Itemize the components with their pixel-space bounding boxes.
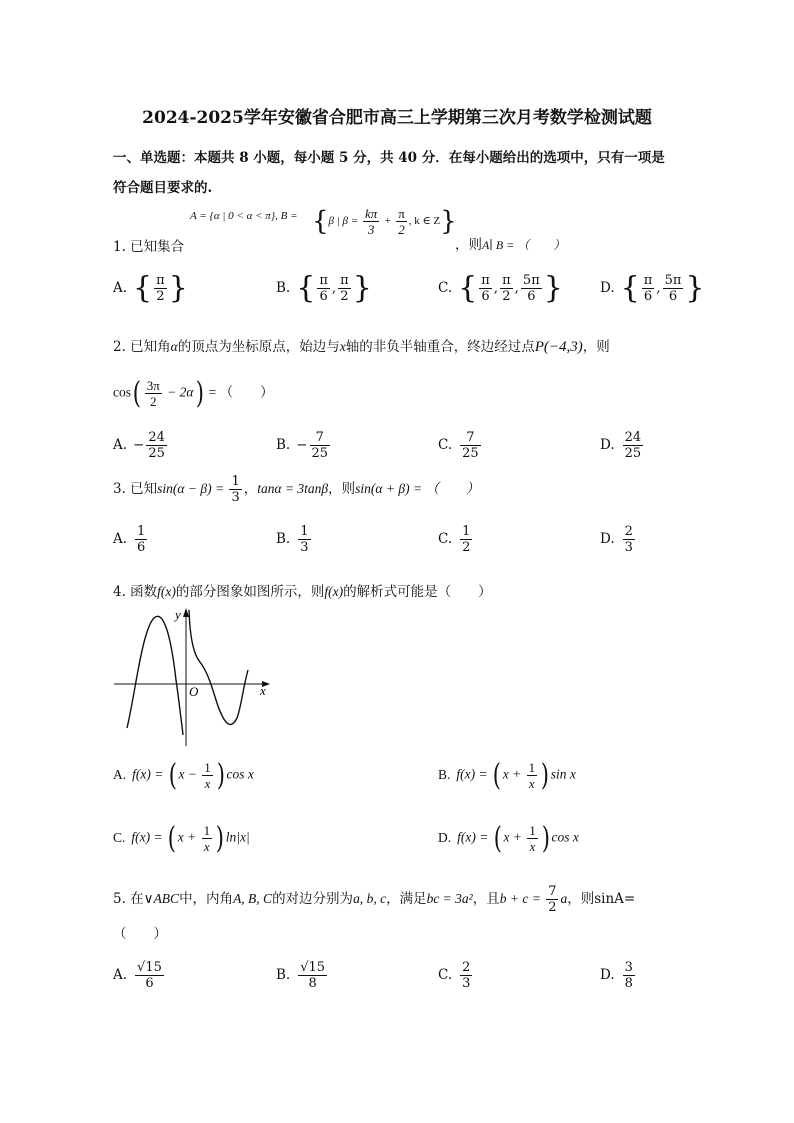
q4-option-c[interactable]: C. f(x) = ( x + $\frac{1}{x}$ ) ln|x| — [113, 820, 250, 856]
axis-label-x: x — [260, 683, 266, 698]
q3-option-c[interactable]: C. $\frac{1}{2}$ — [438, 524, 471, 555]
q1-stem-prefix: 1. 已知集合 — [113, 239, 185, 255]
q3-option-a[interactable]: A. $\frac{1}{6}$ — [113, 524, 146, 555]
q4-stem: 4. 函数f(x)的部分图象如图所示，则f(x)的解析式可能是（ ） — [113, 584, 492, 600]
q1-stem-suffix: ，则A∣ B = （ ） — [455, 237, 566, 253]
curve-left — [127, 616, 183, 735]
q1-frac-pi2: $\frac{\pi}{2}$ — [398, 206, 405, 237]
q5-stem: 5. 在∨ABC中，内角A, B, C的对边分别为a, b, c，满足bc = 3a²，且b + c = $\frac{7}{2}$ a，则sinA= — [113, 884, 636, 915]
q5-option-c[interactable]: C. $\frac{2}{3}$ — [438, 960, 471, 991]
origin-label: O — [189, 684, 199, 699]
q5-option-d[interactable]: D. $\frac{3}{8}$ — [600, 960, 633, 991]
q1-option-d[interactable]: D. { $\frac{\pi}{6}$ , $\frac{5\pi}{6}$ } — [600, 270, 705, 306]
q2-option-c[interactable]: C. $\frac{7}{25}$ — [438, 430, 479, 461]
page-title: 2024-2025学年安徽省合肥市高三上学期第三次月考数学检测试题 — [142, 108, 652, 128]
q5-option-b[interactable]: B. $\frac{√15}{8}$ — [276, 960, 326, 991]
q1-frac-kpi: $\frac{k\pi}{3}$ — [364, 206, 378, 237]
q1-option-c[interactable]: C. { $\frac{\pi}{6}$ , $\frac{\pi}{2}$ , $\frac{5\pi}{6}$ } — [438, 270, 563, 306]
q1-option-b[interactable]: B. { $\frac{\pi}{6}$ , $\frac{\pi}{2}$ } — [276, 270, 372, 306]
q4-option-d[interactable]: D. f(x) = ( x + $\frac{1}{x}$ ) cos x — [438, 820, 579, 856]
section-header-line2: 符合题目要求的. — [113, 180, 213, 196]
q2-stem: 2. 已知角α的顶点为坐标原点，始边与x轴的非负半轴重合，终边经过点P(−4,3)，则 — [113, 339, 610, 355]
q4-option-a[interactable]: A. f(x) = ( x − $\frac{1}{x}$ ) cos x — [113, 757, 254, 793]
q2-option-b[interactable]: B. − $\frac{7}{25}$ — [276, 430, 329, 461]
q3-option-b[interactable]: B. $\frac{1}{3}$ — [276, 524, 309, 555]
q5-option-a[interactable]: A. $\frac{√15}{6}$ — [113, 960, 162, 991]
q5-blank: （ ） — [113, 926, 167, 942]
q2-option-a[interactable]: A. − $\frac{24}{25}$ — [113, 430, 165, 461]
section-header-line1: 一、单选题：本题共 8 小题，每小题 5 分，共 40 分．在每小题给出的选项中，只有一项是 — [113, 150, 665, 166]
q2-option-d[interactable]: D. $\frac{24}{25}$ — [600, 430, 642, 461]
axis-label-y: y — [175, 607, 181, 622]
q1-option-a[interactable]: A. { $\frac{\pi}{2}$ } — [113, 270, 188, 306]
q1-set-b: {β | β = $\frac{k\pi}{3}$ + $\frac{\pi}{2}$ , k ∈ Z} — [312, 206, 457, 237]
q1-set-a: A = {α | 0 < α < π}, B = — [190, 210, 298, 222]
q4-function-graph — [110, 600, 280, 750]
y-axis-arrow-icon — [183, 608, 189, 617]
q2-expression: cos( $\frac{3\pi}{2}$ − 2α) = （ ） — [113, 375, 274, 411]
q3-option-d[interactable]: D. $\frac{2}{3}$ — [600, 524, 633, 555]
q3-stem: 3. 已知sin(α − β) = $\frac{1}{3}$ ，tanα = 3tanβ，则sin(α + β) = （ ） — [113, 474, 480, 505]
curve-right — [189, 610, 248, 724]
q4-option-b[interactable]: B. f(x) = ( x + $\frac{1}{x}$ ) sin x — [438, 757, 576, 793]
